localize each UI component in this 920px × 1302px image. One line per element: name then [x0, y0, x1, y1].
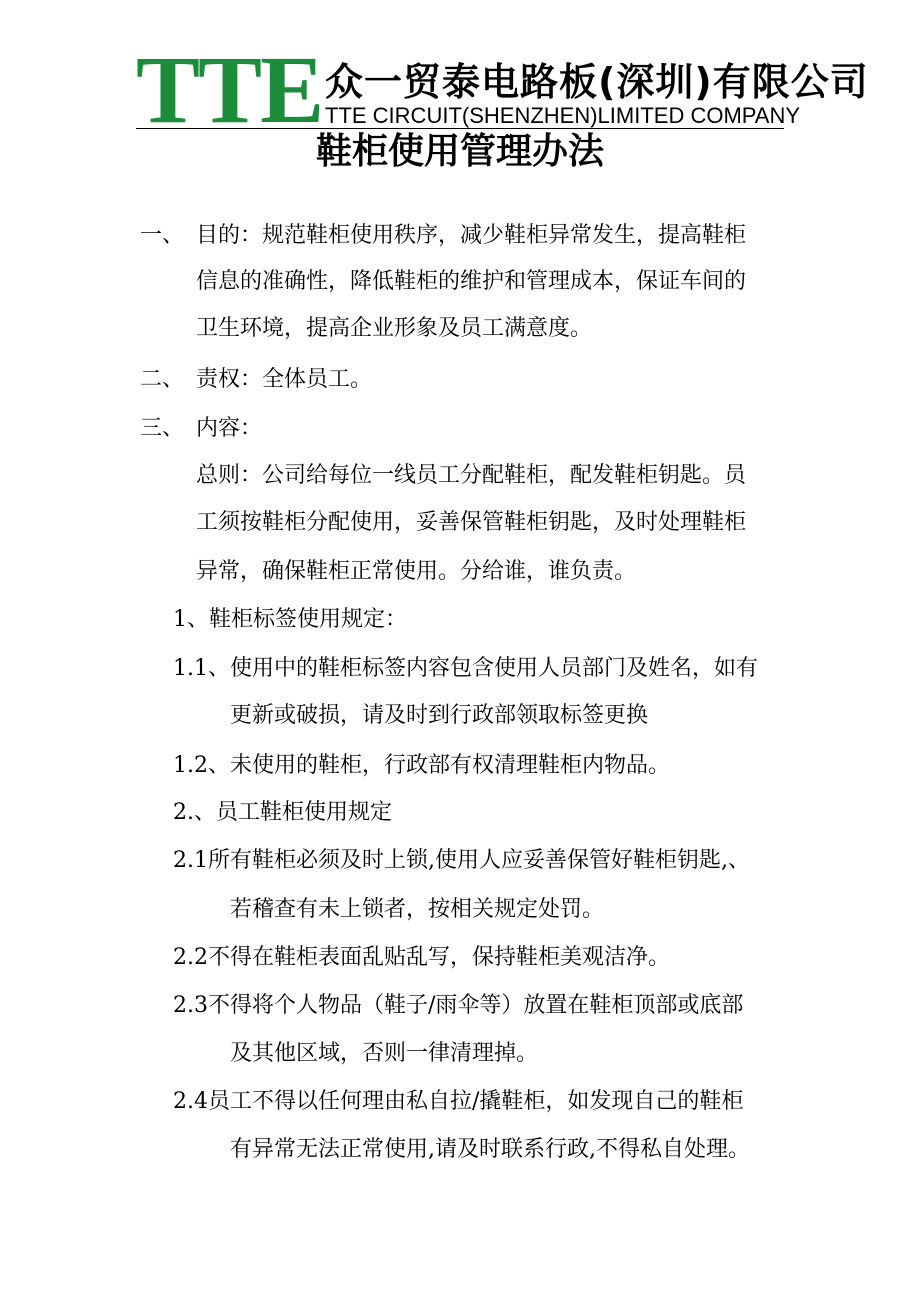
- item-2-1-line-1: 2.1所有鞋柜必须及时上锁,使用人应妥善保管好鞋柜钥匙,、: [173, 848, 750, 873]
- company-name-cn: 众一贸泰电路板(深圳)有限公司: [325, 60, 869, 104]
- item-1-1-line-2: 更新或破损，请及时到行政部领取标签更换: [230, 703, 649, 728]
- item-2-3-line-1: 2.3不得将个人物品（鞋子/雨伞等）放置在鞋柜顶部或底部: [173, 993, 744, 1018]
- item-2-3-line-2: 及其他区域，否则一律清理掉。: [230, 1041, 539, 1066]
- section-3-number: 三、: [140, 416, 185, 441]
- general-rule-line-3: 异常，确保鞋柜正常使用。分给谁，谁负责。: [196, 559, 637, 584]
- section-1-number: 一、: [140, 223, 185, 248]
- company-logo: TTE: [136, 36, 323, 143]
- company-name-en: TTE CIRCUIT(SHENZHEN)LIMITED COMPANY: [325, 103, 801, 128]
- section-1-line-2: 信息的准确性，降低鞋柜的维护和管理成本，保证车间的: [196, 269, 747, 294]
- item-1-1-line-1: 1.1、使用中的鞋柜标签内容包含使用人员部门及姓名，如有: [173, 656, 758, 681]
- section-3-line: 内容：: [196, 416, 263, 441]
- section-1-line-1: 目的：规范鞋柜使用秩序，减少鞋柜异常发生，提高鞋柜: [196, 223, 747, 248]
- general-rule-line-1: 总则：公司给每位一线员工分配鞋柜，配发鞋柜钥匙。员: [196, 463, 747, 488]
- item-1-2: 1.2、未使用的鞋柜，行政部有权清理鞋柜内物品。: [173, 753, 670, 778]
- item-2-4-line-1: 2.4员工不得以任何理由私自拉/撬鞋柜，如发现自己的鞋柜: [173, 1089, 744, 1114]
- section-1-line-3: 卫生环境，提高企业形象及员工满意度。: [196, 316, 593, 341]
- general-rule-line-2: 工须按鞋柜分配使用，妥善保管鞋柜钥匙，及时处理鞋柜: [196, 510, 747, 535]
- section-2-number: 二、: [140, 367, 185, 392]
- header-divider: [136, 128, 784, 129]
- item-2-heading: 2.、员工鞋柜使用规定: [173, 800, 392, 825]
- page-title: 鞋柜使用管理办法: [315, 131, 604, 172]
- item-2-2: 2.2不得在鞋柜表面乱贴乱写，保持鞋柜美观洁净。: [173, 945, 670, 970]
- item-2-4-line-2: 有异常无法正常使用,请及时联系行政,不得私自处理。: [230, 1137, 750, 1162]
- section-2-line: 责权：全体员工。: [196, 367, 373, 392]
- item-1-heading: 1、鞋柜标签使用规定：: [173, 607, 407, 632]
- item-2-1-line-2: 若稽查有未上锁者，按相关规定处罚。: [230, 897, 605, 922]
